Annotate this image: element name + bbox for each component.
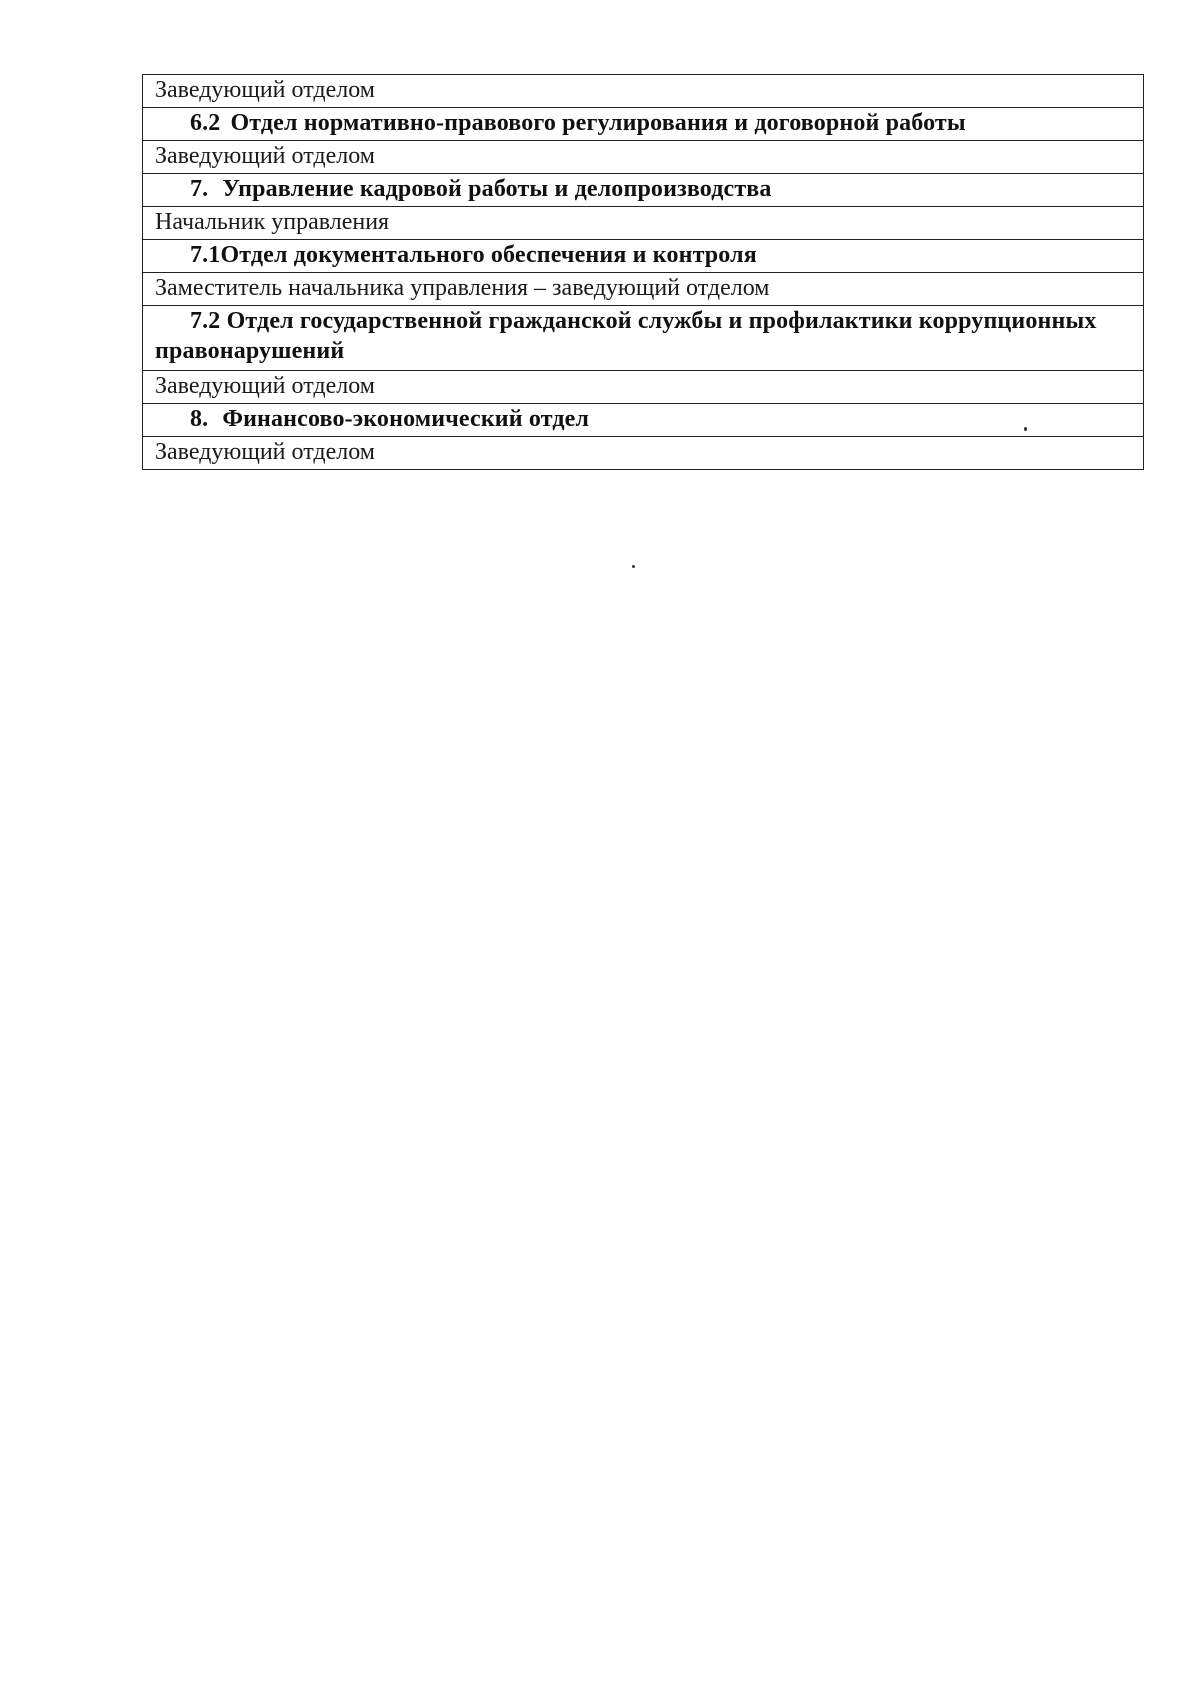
positions-table	[142, 74, 1144, 470]
department-heading-cell	[143, 404, 1144, 437]
table-row	[143, 273, 1144, 306]
table-row-heading	[143, 306, 1144, 371]
table-row	[143, 437, 1144, 470]
department-heading-cell	[143, 306, 1144, 371]
department-heading-cell	[143, 174, 1144, 207]
department-title: Отдел государственной гражданской службы и профилактики коррупционных правонарушений	[155, 308, 1097, 364]
table-row-heading	[143, 174, 1144, 207]
department-title: Отдел документального обеспечения и контроля	[220, 242, 757, 268]
table-row-heading	[143, 108, 1144, 141]
position-cell: Заведующий отделом	[143, 437, 1144, 470]
position-cell: Заместитель начальника управления – заведующий отделом	[143, 273, 1144, 306]
position-cell: Заведующий отделом	[143, 141, 1144, 174]
department-title: Отдел нормативно-правового регулирования и договорной работы	[230, 110, 966, 136]
position-cell: Заведующий отделом	[143, 75, 1144, 108]
table-row-heading	[143, 404, 1144, 437]
department-title: Финансово-экономический отдел	[222, 406, 590, 432]
department-title: Управление кадровой работы и делопроизводства	[222, 176, 772, 202]
section-number: 7.2	[190, 308, 221, 334]
scan-speck	[1024, 427, 1027, 431]
position-cell: Начальник управления	[143, 207, 1144, 240]
position-cell: Заведующий отделом	[143, 371, 1144, 404]
table-row-heading	[143, 240, 1144, 273]
table-row	[143, 75, 1144, 108]
table-row	[143, 207, 1144, 240]
table-row	[143, 141, 1144, 174]
department-heading-cell	[143, 240, 1144, 273]
section-number: 6.2	[190, 110, 221, 136]
section-number: 7.1	[190, 242, 221, 268]
scan-speck	[632, 565, 635, 568]
department-heading-cell	[143, 108, 1144, 141]
table-row	[143, 371, 1144, 404]
section-number: 8.	[190, 406, 209, 432]
section-number: 7.	[190, 176, 209, 202]
